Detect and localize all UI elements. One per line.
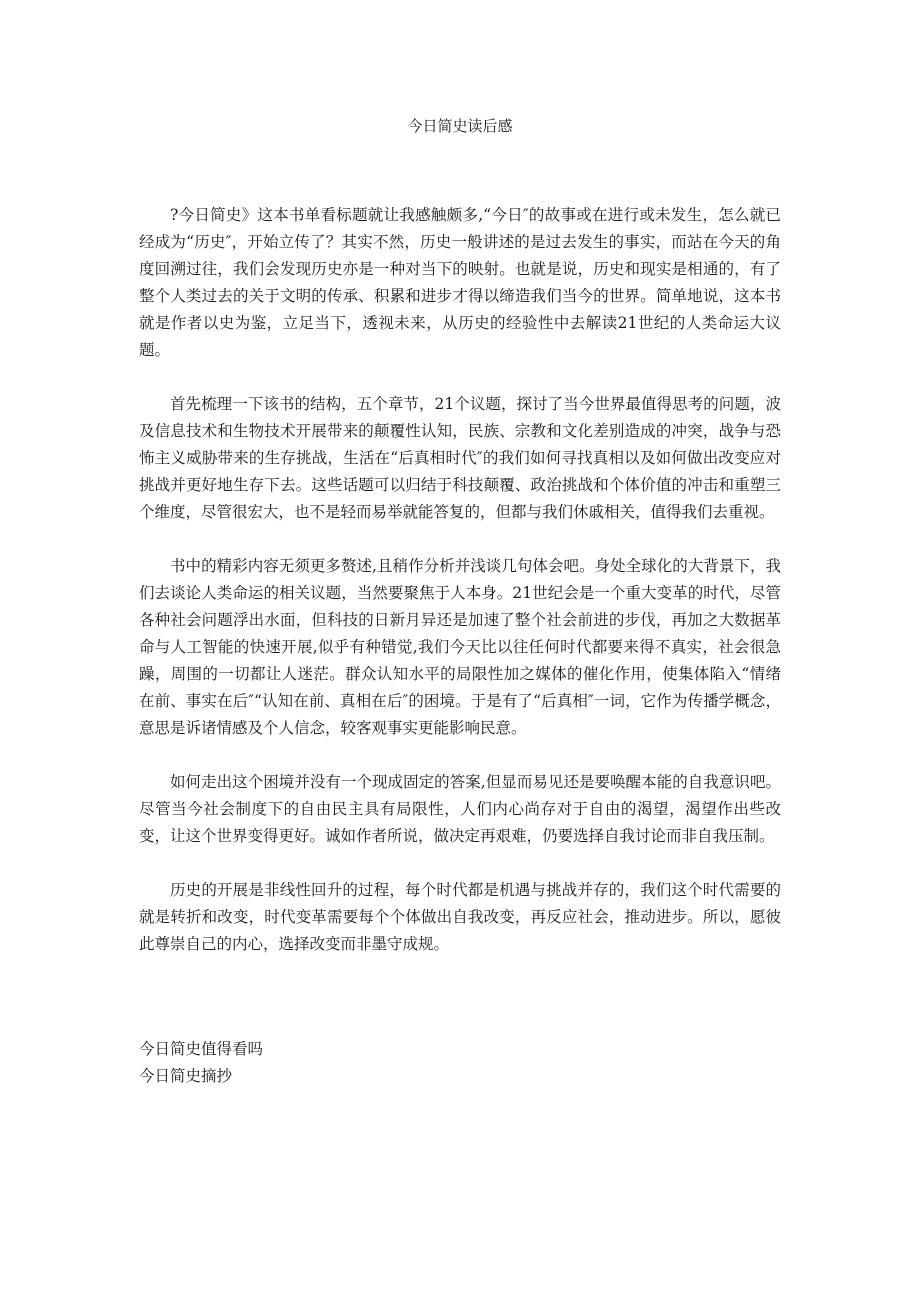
related-links xyxy=(139,1036,781,1090)
related-link-excerpts[interactable]: 今日简史摘抄 xyxy=(139,1067,233,1085)
document-title: 今日简史读后感 xyxy=(407,117,513,135)
paragraph-5: 历史的开展是非线性回升的过程，每个时代都是机遇与挑战并存的，我们这个时代需要的就是转折和改变，时代变革需要每个个体做出自我改变，再反应社会，推动进步。所以，愿彼此尊崇自己的内心，选择改变而非墨守成规。 xyxy=(139,881,781,953)
document-body xyxy=(139,202,781,985)
related-link-worth-reading[interactable]: 今日简史值得看吗 xyxy=(139,1040,264,1058)
paragraph-1: ?今日简史》这本书单看标题就让我感触颇多,“今日″的故事或在进行或未发生，怎么就已经成为“历史″，开始立传了？其实不然，历史一般讲述的是过去发生的事实，而站在今天的角度回溯过往，我们会发现历史亦是一种对当下的映射。也就是说，历史和现实是相通的，有了整个人类过去的关于文明的传承、积累和进步才得以缔造我们当今的世界。简单地说，这本书就是作者以史为鉴，立足当下，透视未来，从历史的经验性中去解读21世纪的人类命运大议题。 xyxy=(139,206,781,359)
paragraph-2: 首先梳理一下该书的结构，五个章节，21个议题，探讨了当今世界最值得思考的问题，波及信息技术和生物技术开展带来的颠覆性认知，民族、宗教和文化差别造成的冲突，战争与恐怖主义威胁带来的生存挑战，生活在“后真相时代″的我们如何寻找真相以及如何做出改变应对挑战并更好地生存下去。这些话题可以归结于科技颠覆、政治挑战和个体价值的冲击和重塑三个维度，尽管很宏大，也不是轻而易举就能答复的，但都与我们休戚相关，值得我们去重视。 xyxy=(139,395,781,521)
paragraph-3: 书中的精彩内容无须更多赘述,且稍作分析并浅谈几句体会吧。身处全球化的大背景下，我们去谈论人类命运的相关议题，当然要聚焦于人本身。21世纪会是一个重大变革的时代，尽管各种社会问题浮出水面，但科技的日新月异还是加速了整个社会前进的步伐，再加之大数据革命与人工智能的快速开展,似乎有种错觉,我们今天比以往任何时代都要来得不真实，社会很急躁，周围的一切都让人迷茫。群众认知水平的局限性加之媒体的催化作用，使集体陷入“情绪在前、事实在后″“认知在前、真相在后″的困境。于是有了“后真相″一词，它作为传播学概念，意思是诉诸情感及个人信念，较客观事实更能影响民意。 xyxy=(139,557,781,737)
paragraph-4: 如何走出这个困境并没有一个现成固定的答案,但显而易见还是要唤醒本能的自我意识吧。尽管当今社会制度下的自由民主具有局限性，人们内心尚存对于自由的渴望，渴望作出些改变，让这个世界变得更好。诚如作者所说，做决定再艰难，仍要选择自我讨论而非自我压制。 xyxy=(139,773,781,845)
